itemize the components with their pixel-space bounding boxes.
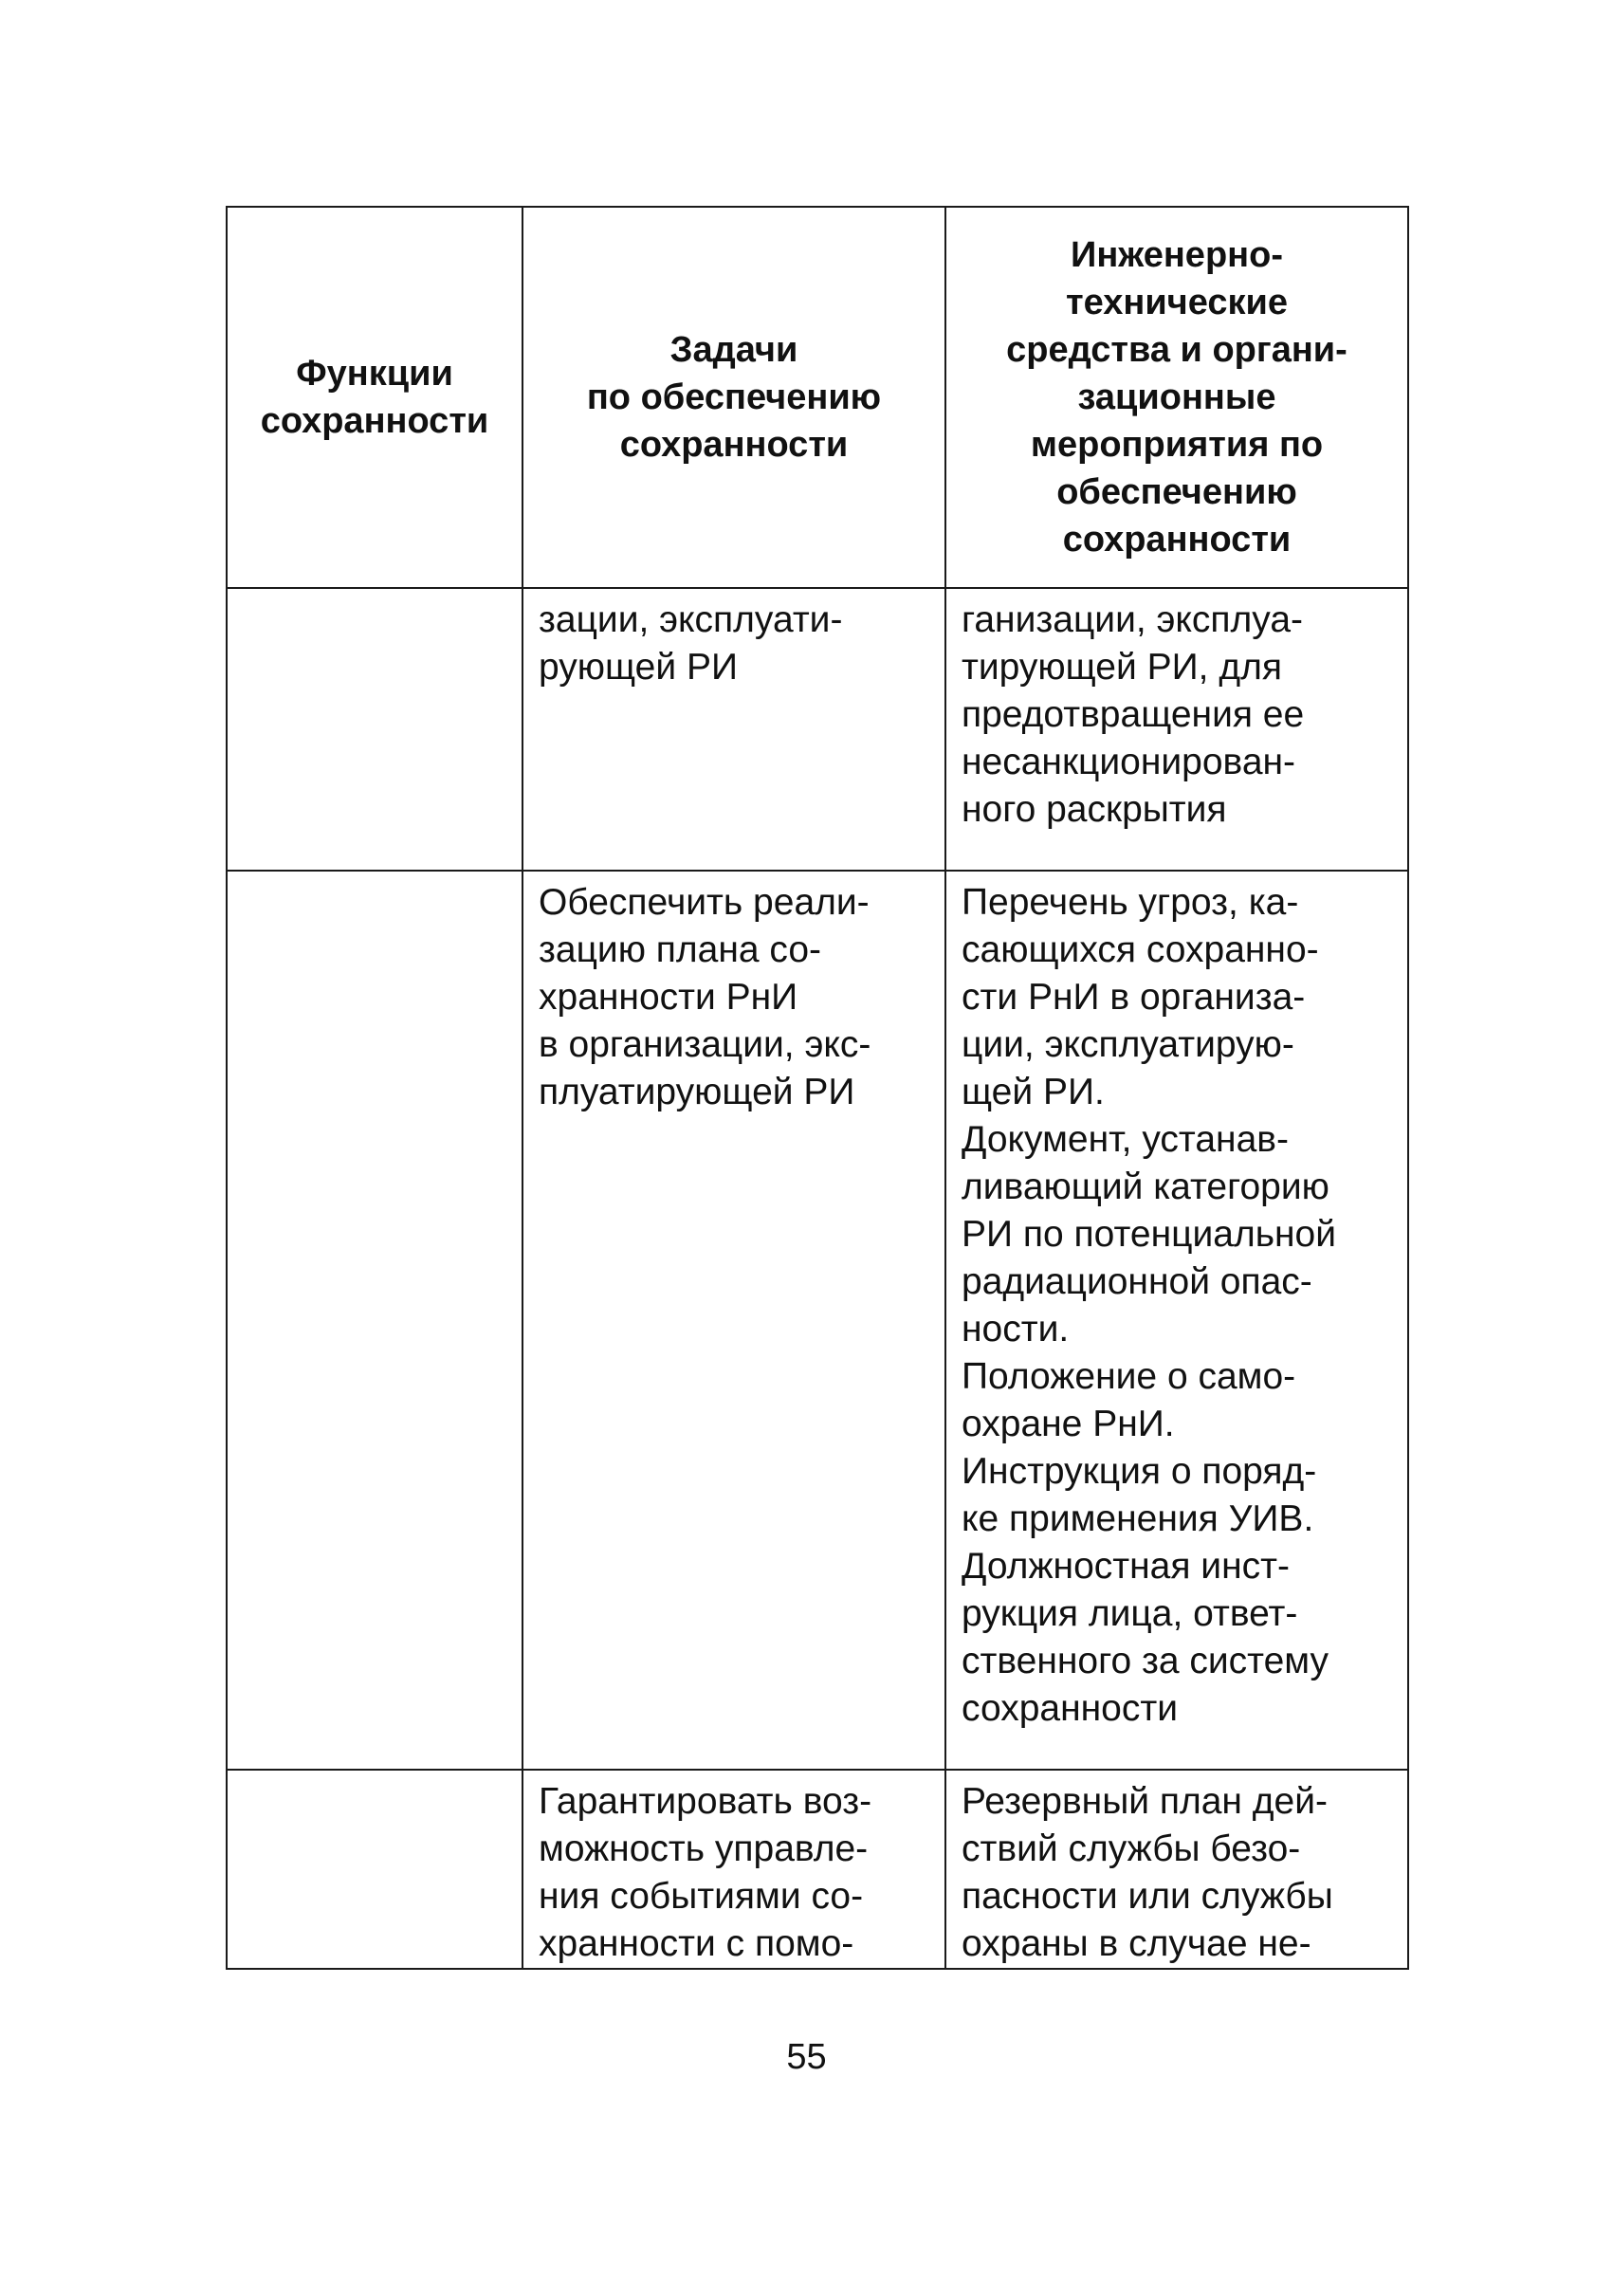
- header-means: [945, 207, 1408, 588]
- table-row: [227, 1770, 1408, 1969]
- cell-function-text: [228, 1771, 522, 1778]
- cell-function: [227, 588, 522, 871]
- header-functions: [227, 207, 522, 588]
- table-row: [227, 871, 1408, 1770]
- cell-task: [522, 871, 945, 1770]
- header-tasks: [522, 207, 945, 588]
- cell-task: [522, 588, 945, 871]
- page-number: 55: [786, 2037, 827, 2077]
- cell-means-text: ганизации, эксплуа- тирующей РИ, для предотвращения ее несанкционирован- ного раскрытия: [962, 599, 1305, 830]
- cell-function-text: [228, 589, 522, 597]
- header-tasks-label: Задачи по обеспечению сохранности: [586, 330, 882, 465]
- cell-task-text: Гарантировать воз- можность управле- ния событиями со- хранности с помо-: [539, 1781, 872, 1964]
- cell-function: [227, 1770, 522, 1969]
- cell-means-text: Перечень угроз, ка- сающихся сохранно- сти РнИ в организа- ции, эксплуатирую- щей РИ. Документ, устанав- ливающий категорию РИ по потенциальной радиационной опас- ности. Положение о само- охране РнИ. Инструкция о поряд- ке применения УИВ. Должностная инст- рукция лица, ответ- ственного за систему сохранности: [962, 882, 1337, 1729]
- cell-means: [945, 588, 1408, 871]
- security-functions-table: [226, 206, 1409, 1970]
- cell-function-text: [228, 872, 522, 879]
- header-functions-label: Функции сохранности: [260, 354, 489, 441]
- cell-means: [945, 1770, 1408, 1969]
- cell-task-text: зации, эксплуати- рующей РИ: [539, 599, 843, 688]
- cell-means: [945, 871, 1408, 1770]
- table-row: [227, 588, 1408, 871]
- cell-task: [522, 1770, 945, 1969]
- cell-function: [227, 871, 522, 1770]
- cell-means-text: Резервный план дей- ствий службы безо- пасности или службы охраны в случае не-: [962, 1781, 1333, 1964]
- header-means-label: Инженерно- технические средства и органи- зационные мероприятия по обеспечению сохранности: [1006, 235, 1347, 560]
- cell-task-text: Обеспечить реали- зацию плана со- хранности РнИ в организации, экс- плуатирующей РИ: [539, 882, 871, 1112]
- table-header-row: [227, 207, 1408, 588]
